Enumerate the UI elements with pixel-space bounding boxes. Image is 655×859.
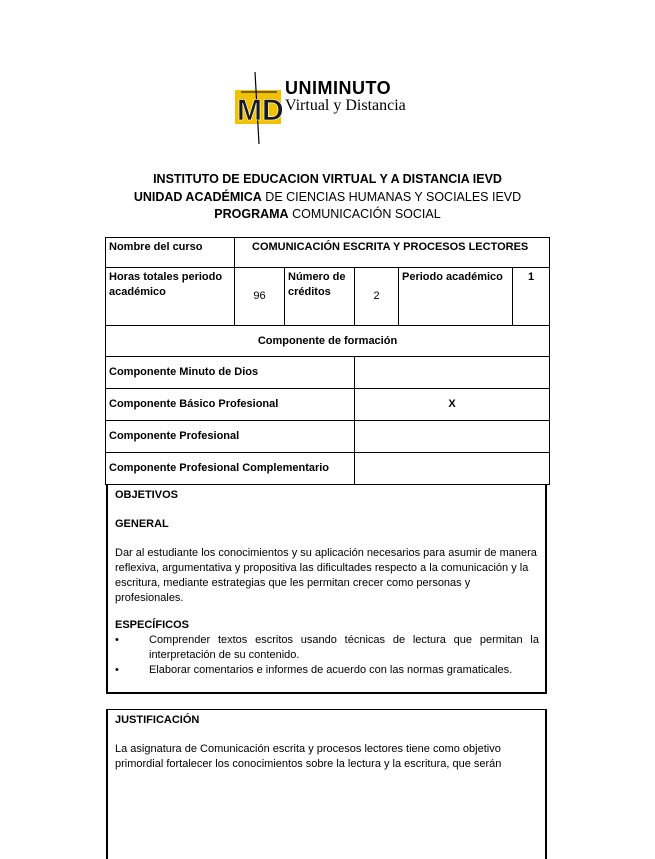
course-info-table — [105, 237, 549, 485]
list-item — [115, 633, 539, 663]
credits-label: Número de créditos — [285, 268, 355, 326]
logo-line-1: UNIMINUTO — [285, 78, 392, 98]
logo-line-2: Virtual y Distancia — [285, 97, 406, 114]
period-value: 1 — [513, 268, 550, 326]
objectives-title: OBJETIVOS — [115, 489, 178, 501]
general-title: GENERAL — [115, 518, 169, 530]
bullet-mark: • — [115, 664, 119, 676]
component-mark — [355, 421, 550, 453]
bullet-mark: • — [115, 634, 119, 646]
specific-title: ESPECÍFICOS — [115, 619, 189, 631]
component-label: Componente Profesional — [106, 421, 355, 453]
justification-title: JUSTIFICACIÓN — [115, 714, 200, 726]
specific-item-text: Elaborar comentarios e informes de acuerdo con las normas gramaticales. — [149, 664, 513, 676]
component-row — [106, 421, 550, 453]
uniminuto-logo — [233, 72, 423, 144]
general-text: Dar al estudiante los conocimientos y su aplicación necesarios para asumir de manera reflexiva, argumentativa y propositiva las dificultades respecto a la comunicación y la escritura, mediante estrategias que les permitan crecer como personas y profesionales. — [115, 547, 537, 604]
program — [0, 207, 655, 221]
objectives-section — [106, 484, 547, 694]
specific-item-text: Comprender textos escritos usando técnicas de lectura que permitan la interpretación de su contenido. — [149, 634, 539, 661]
component-label: Componente Profesional Complementario — [106, 453, 355, 485]
credits-value: 2 — [355, 268, 399, 326]
logo-monogram: MD — [237, 94, 284, 127]
justification-section — [106, 709, 547, 859]
component-row — [106, 453, 550, 485]
program-label: PROGRAMA — [214, 207, 289, 221]
component-label: Componente Minuto de Dios — [106, 357, 355, 389]
course-name-value: COMUNICACIÓN ESCRITA Y PROCESOS LECTORES — [235, 238, 550, 268]
justification-text: La asignatura de Comunicación escrita y procesos lectores tiene como objetivo primordial fortalecer los conocimientos sobre la lectura y la escritura, que serán — [115, 743, 502, 770]
component-row — [106, 357, 550, 389]
component-mark: X — [355, 389, 550, 421]
hours-value: 96 — [235, 268, 285, 326]
hours-label: Horas totales periodo académico — [106, 268, 235, 326]
academic-unit — [0, 190, 655, 204]
component-label: Componente Básico Profesional — [106, 389, 355, 421]
component-header: Componente de formación — [106, 326, 550, 357]
program-value: COMUNICACIÓN SOCIAL — [288, 207, 441, 221]
unit-label: UNIDAD ACADÉMICA — [133, 190, 262, 204]
course-name-label: Nombre del curso — [106, 238, 235, 268]
unit-value: DE CIENCIAS HUMANAS Y SOCIALES IEVD — [261, 190, 522, 204]
list-item — [115, 663, 539, 678]
period-label: Periodo académico — [399, 268, 513, 326]
component-mark — [355, 357, 550, 389]
institute-title: INSTITUTO DE EDUCACION VIRTUAL Y A DISTANCIA IEVD — [153, 172, 502, 186]
component-mark — [355, 453, 550, 485]
component-row — [106, 389, 550, 421]
